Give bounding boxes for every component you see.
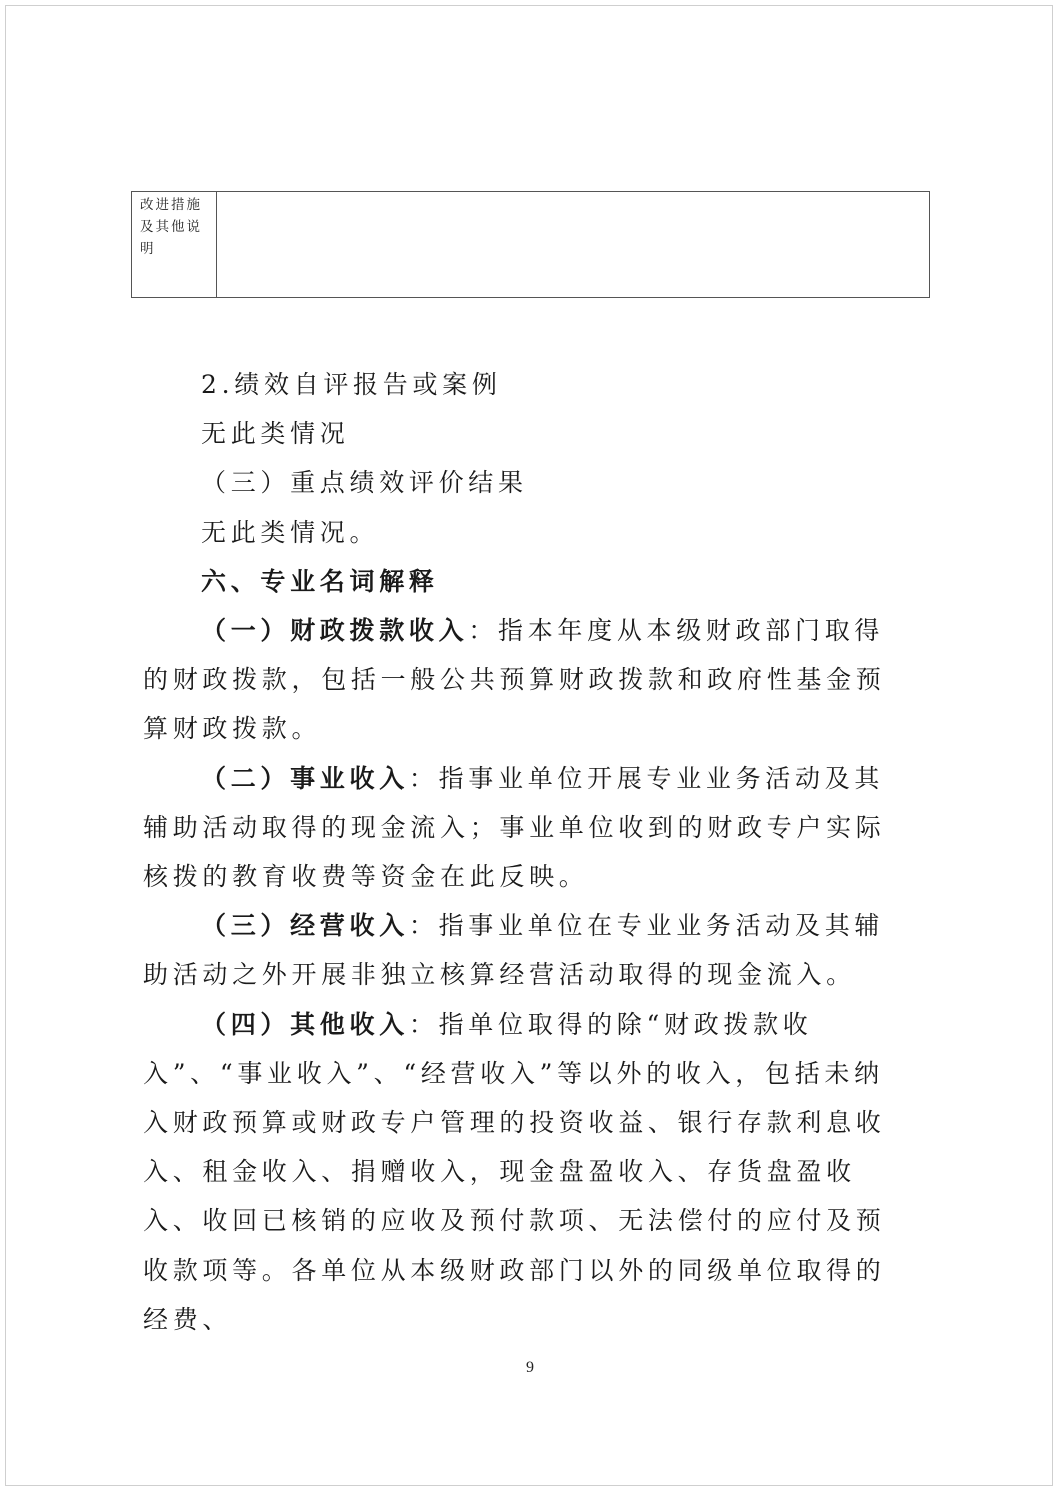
table-label: 改进措施及其他说明: [140, 197, 202, 257]
term-operating-income: （三）经营收入: [201, 911, 409, 941]
evaluation-table: [131, 191, 930, 298]
paragraph-self-eval-report: 2.绩效自评报告或案例: [201, 370, 502, 399]
page-number: 9: [526, 1359, 534, 1376]
definition-fiscal-appropriation: ：指本年度从本级财政部门取得的财政拨款，包括一般公共预算财政拨款和政府性基金预算财政拨款。: [143, 616, 886, 744]
document-body: [143, 360, 893, 1344]
term-fiscal-appropriation: （一）财政拨款收入: [201, 616, 469, 646]
table-label-cell: [132, 192, 217, 298]
table-content-cell: [217, 192, 930, 298]
paragraph-key-eval-heading: （三）重点绩效评价结果: [201, 468, 528, 498]
definition-business-income: ：指事业单位开展专业业务活动及其辅助活动取得的现金流入；事业单位收到的财政专户实际核拨的教育收费等资金在此反映。: [143, 763, 886, 892]
definition-operating-income: ：指事业单位在专业业务活动及其辅助活动之外开展非独立核算经营活动取得的现金流入。: [143, 911, 885, 990]
term-other-income: （四）其他收入: [201, 1009, 409, 1039]
definition-other-income: ：指单位取得的除“财政拨款收入”、“事业收入”、“经营收入”等以外的收入，包括未纳入财政预算或财政专户管理的投资收益、银行存款利息收入、租金收入、捐赠收入，现金盘盈收入、存货盘盈收入、收回已核销的应收及预付款项、无法偿付的应付及预收款项等。各单位从本级财政部门以外的同级单位取得的经费、: [143, 1009, 886, 1334]
section-heading-terms: 六、专业名词解释: [201, 566, 439, 596]
paragraph-fiscal-appropriation: [143, 606, 893, 754]
paragraph-no-situation-2: 无此类情况。: [201, 517, 380, 547]
paragraph-business-income: [143, 754, 893, 902]
term-business-income: （二）事业收入: [201, 763, 409, 793]
paragraph-no-situation-1: 无此类情况: [201, 419, 350, 449]
paragraph-other-income: [143, 1000, 893, 1344]
paragraph-operating-income: [143, 901, 893, 999]
